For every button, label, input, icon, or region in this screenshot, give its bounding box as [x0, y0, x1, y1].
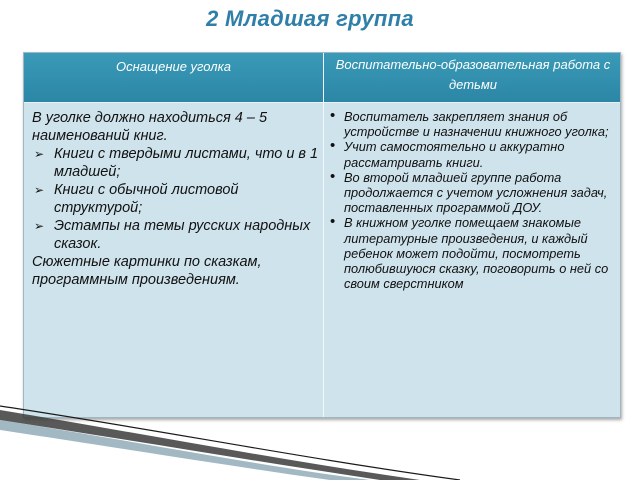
- educational-work-cell: [328, 109, 618, 291]
- educational-work-list: [328, 109, 618, 291]
- slide-title: 2 Младшая группа: [206, 6, 414, 31]
- list-item: ➢ Книги с обычной листовой структурой;: [32, 181, 320, 217]
- column-divider: [323, 53, 324, 417]
- list-item: ➢ Эстампы на темы русских народных сказок.: [32, 217, 320, 253]
- equipment-outro: Сюжетные картинки по сказкам, программным произведениям.: [32, 254, 262, 288]
- decorative-swoosh: [0, 380, 640, 480]
- header-equipment: Оснащение уголка: [116, 59, 231, 74]
- content-table: [23, 52, 621, 418]
- list-item: • В книжном уголке помещаем знакомые литературные произведения, и каждый ребенок может подойти, посмотреть полюбившуюся сказку, поговорить о ней со своим сверстником: [328, 215, 618, 291]
- list-item: • Учит самостоятельно и аккуратно рассматривать книги.: [328, 139, 618, 169]
- equipment-list: [32, 145, 320, 253]
- list-item: ➢ Книги с твердыми листами, что и в 1 младшей;: [32, 145, 320, 181]
- list-item: • Воспитатель закрепляет знания об устройстве и назначении книжного уголка;: [328, 109, 618, 139]
- table-header-row: [24, 53, 620, 103]
- list-item: • Во второй младшей группе работа продолжается с учетом усложнения задач, поставленных программой ДОУ.: [328, 170, 618, 216]
- equipment-cell: [32, 109, 320, 289]
- equipment-intro: В уголке должно находиться 4 – 5 наименований книг.: [32, 110, 268, 144]
- header-educational-work: Воспитательно-образовательная работа с детьми: [335, 57, 611, 92]
